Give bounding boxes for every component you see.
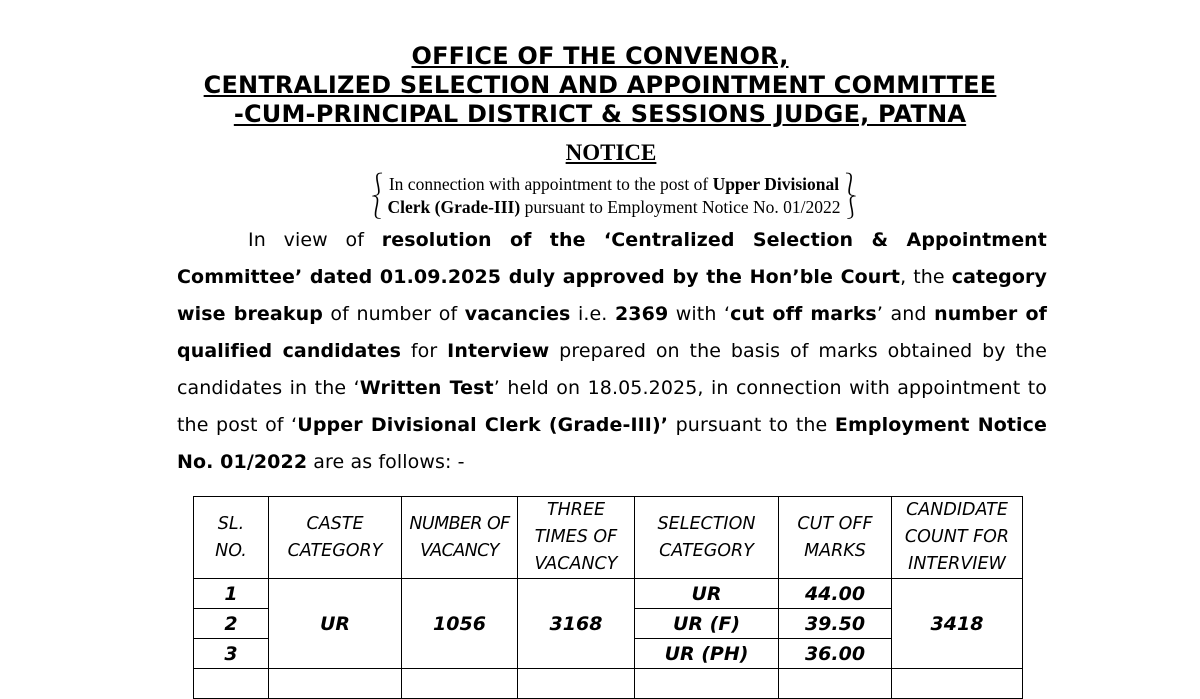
right-brace-bottom: ⎰ xyxy=(840,195,863,220)
header-candidate-count: CANDIDATE COUNT FOR INTERVIEW xyxy=(892,497,1023,579)
vacancy-table xyxy=(193,496,1023,699)
candidate-count-cell: 3418 xyxy=(892,579,1023,669)
cutoff-cell: 39.50 xyxy=(779,609,892,639)
office-title-line-1: OFFICE OF THE CONVENOR, xyxy=(411,42,789,70)
selection-category-cell: UR xyxy=(635,579,779,609)
left-brace-bottom: ⎱ xyxy=(365,195,388,220)
left-brace-top: ⎰ xyxy=(366,172,389,197)
selection-category-cell: UR (F) xyxy=(635,609,779,639)
notice-subject-line-2: ⎱Clerk (Grade-III) pursuant to Employment Notice No. 01/2022⎰ xyxy=(365,195,863,220)
right-brace-top: ⎱ xyxy=(839,172,862,197)
table-header-row xyxy=(194,497,1023,579)
caste-category-cell: UR xyxy=(269,579,402,669)
table-row xyxy=(194,579,1023,609)
cutoff-cell: 36.00 xyxy=(779,639,892,669)
office-title-line-2: CENTRALIZED SELECTION AND APPOINTMENT COMMITTEE xyxy=(203,71,997,99)
header-selection-category: SELECTION CATEGORY xyxy=(635,497,779,579)
notice-title: NOTICE xyxy=(565,140,657,165)
notice-body-paragraph: In view of resolution of the ‘Centralized Selection & Appointment Committee’ dated 01.09.2025 duly approved by the Hon’ble Court, the category wise breakup of number of vacancies i.e. 2369 with ‘cut off marks’ and number of qualified candidates for Interview prepared on the basis of marks obtained by the candidates in the ‘Written Test’ held on 18.05.2025, in connection with appointment to the post of ‘Upper Divisional Clerk (Grade-III)’ pursuant to the Employment Notice No. 01/2022 are as follows: - xyxy=(177,229,1048,473)
vacancy-cell: 1056 xyxy=(402,579,518,669)
three-times-cell: 3168 xyxy=(518,579,635,669)
header-three-times-vacancy: THREE TIMES OF VACANCY xyxy=(518,497,635,579)
cutoff-cell: 44.00 xyxy=(779,579,892,609)
office-title-line-3: -CUM-PRINCIPAL DISTRICT & SESSIONS JUDGE, PATNA xyxy=(233,100,967,128)
sl-cell: 3 xyxy=(194,639,269,669)
header-sl-no: SL. NO. xyxy=(194,497,269,579)
header-caste-category: CASTE CATEGORY xyxy=(269,497,402,579)
header-cut-off-marks: CUT OFF MARKS xyxy=(779,497,892,579)
header-number-of-vacancy: NUMBER OF VACANCY xyxy=(402,497,518,579)
notice-subject-line-1: ⎰In connection with appointment to the post of Upper Divisional⎱ xyxy=(366,172,862,197)
selection-category-cell: UR (PH) xyxy=(635,639,779,669)
sl-cell: 2 xyxy=(194,609,269,639)
sl-cell: 1 xyxy=(194,579,269,609)
table-row xyxy=(194,669,1023,699)
